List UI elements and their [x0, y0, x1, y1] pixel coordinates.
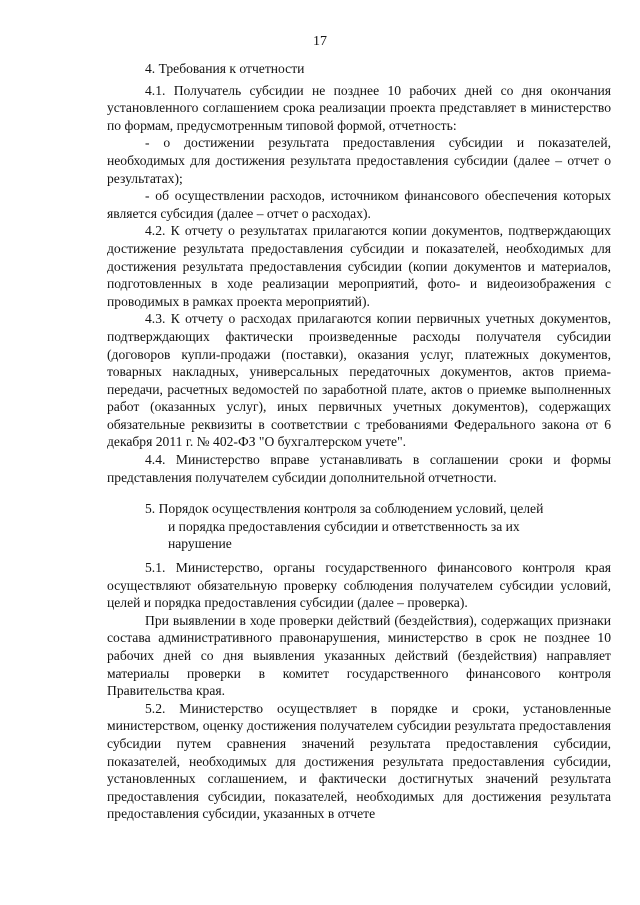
paragraph-4-3: 4.3. К отчету о расходах прилагаются копии первичных учетных документов, подтверждающих фактически произведенные расходы получателя субсидии (договоров купли-продажи (поставки), оказания услуг, платежных документов, товарных накладных, универсальных передаточных документов, актов приема-передачи, расчетных ведомостей по заработной плате, актов о приемке выполненных работ (оказанных услуг), иных первичных учетных документов), содержащих обязательные реквизиты в соответствии с требованиями Федерального закона от 6 декабря 2011 г. № 402-ФЗ "О бухгалтерском учете". [107, 311, 611, 450]
section-5-heading [107, 500, 611, 553]
section-5-heading-line-3: нарушение [168, 536, 232, 552]
section-5-heading-line-1: 5. Порядок осуществления контроля за соблюдением условий, целей [145, 501, 544, 517]
paragraph-5-2: 5.2. Министерство осуществляет в порядке и сроки, установленные министерством, оценку достижения получателем субсидии результата предоставления субсидии путем сравнения значений результата предоставления субсидии, показателей, необходимых для достижения результата предоставления субсидии, установленных соглашением, и фактически достигнутых значений результата предоставления субсидии, показателей, необходимых для достижения результата предоставления субсидии, указанных в отчете [107, 700, 611, 822]
section-5-heading-line-2: и порядка предоставления субсидии и ответственность за их [168, 518, 520, 534]
paragraph-4-2: 4.2. К отчету о результатах прилагаются копии документов, подтверждающих достижение результата предоставления субсидии и показателей, необходимых для достижения результата предоставления субсидии (копии документов и материалов, подготовленных в ходе реализации мероприятий, фото- и видеоизображения с проводимых в рамках проекта мероприятий). [107, 223, 611, 309]
bullet-expenses-report: - об осуществлении расходов, источником финансового обеспечения которых является субсидия (далее – отчет о расходах). [107, 188, 611, 221]
paragraph-4-1: 4.1. Получатель субсидии не позднее 10 рабочих дней со дня окончания установленного соглашением срока реализации проекта представляет в министерство по формам, предусмотренным типовой формой, отчетность: [107, 82, 611, 133]
paragraph-5-1-violations: При выявлении в ходе проверки действий (бездействия), содержащих признаки состава административного правонарушения, министерство в срок не позднее 10 рабочих дней со дня выявления указанных действий (бездействия) направляет материалы проверки в комитет государственного финансового контроля Правительства края. [107, 612, 611, 699]
paragraph-4-4: 4.4. Министерство вправе устанавливать в соглашении сроки и формы представления получателем субсидии дополнительной отчетности. [107, 452, 611, 485]
paragraph-5-1: 5.1. Министерство, органы государственного финансового контроля края осуществляют обязательную проверку соблюдения получателем субсидии условий, целей и порядка предоставления субсидии (далее – проверка). [107, 560, 611, 611]
section-4-heading: 4. Требования к отчетности [145, 61, 305, 76]
document-body [107, 60, 611, 823]
page-number: 17 [313, 34, 327, 49]
bullet-results-report: - о достижении результата предоставления субсидии и показателей, необходимых для достижения результата предоставления субсидии (далее – отчет о результатах); [107, 135, 611, 186]
